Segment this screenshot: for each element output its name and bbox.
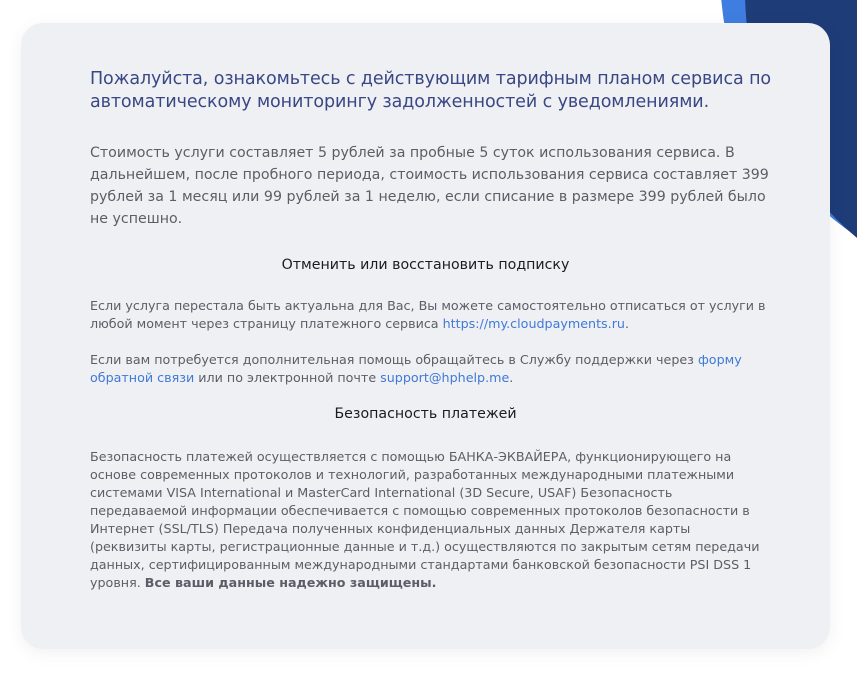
- price-description: Стоимость услуги составляет 5 рублей за пробные 5 суток использования сервиса. В дальнейшем, после пробного периода, стоимость использования сервиса составляет 399 рублей за 1 месяц или 99 рублей за 1 неделю, если списание в размере 399 рублей было не успешно.: [90, 145, 769, 227]
- cloudpayments-link[interactable]: https://my.cloudpayments.ru: [442, 316, 625, 331]
- payment-security-heading: Безопасность платежей: [334, 406, 517, 422]
- support-email-link[interactable]: support@hphelp.me: [380, 370, 510, 385]
- data-protected-note: Все ваши данные надежно защищены.: [144, 575, 437, 590]
- feedback-form-link[interactable]: форму обратной связи: [90, 352, 742, 385]
- unsubscribe-text-end: .: [624, 316, 630, 331]
- tariff-info-card: [21, 23, 830, 649]
- support-paragraph: [90, 351, 770, 387]
- support-text: Если вам потребуется дополнительная помощь обращайтесь в Службу поддержки через: [90, 352, 698, 367]
- unsubscribe-paragraph: [90, 297, 770, 333]
- page-title: Пожалуйста, ознакомьтесь с действующим тарифным планом сервиса по автоматическому мониторингу задолженностей с уведомлениями.: [90, 69, 772, 112]
- support-text-end: .: [509, 370, 514, 385]
- support-text-middle: или по электронной почте: [194, 370, 381, 385]
- cancel-subscription-heading: Отменить или восстановить подписку: [281, 257, 570, 273]
- payment-security-text: Безопасность платежей осуществляется с помощью БАНКА-ЭКВАЙЕРА, функционирующего на основе современных протоколов и технологий, разработанных международными платежными системами VISA International и MasterCard International (3D Secure, USAF) Безопасность передаваемой информации обеспечивается с помощью современных протоколов безопасности в Интернет (SSL/TLS) Передача полученных конфиденциальных данных Держателя карты (реквизиты карты, регистрационные данные и т.д.) осуществляются по закрытым сетям передачи данных, сертифицированным международными стандартами банковской безопасности PSI DSS 1 уровня.: [90, 449, 760, 590]
- unsubscribe-text: Если услуга перестала быть актуальна для Вас, Вы можете самостоятельно отписаться от услуги в любой момент через страницу платежного сервиса: [90, 298, 766, 331]
- payment-security-paragraph: [90, 448, 770, 592]
